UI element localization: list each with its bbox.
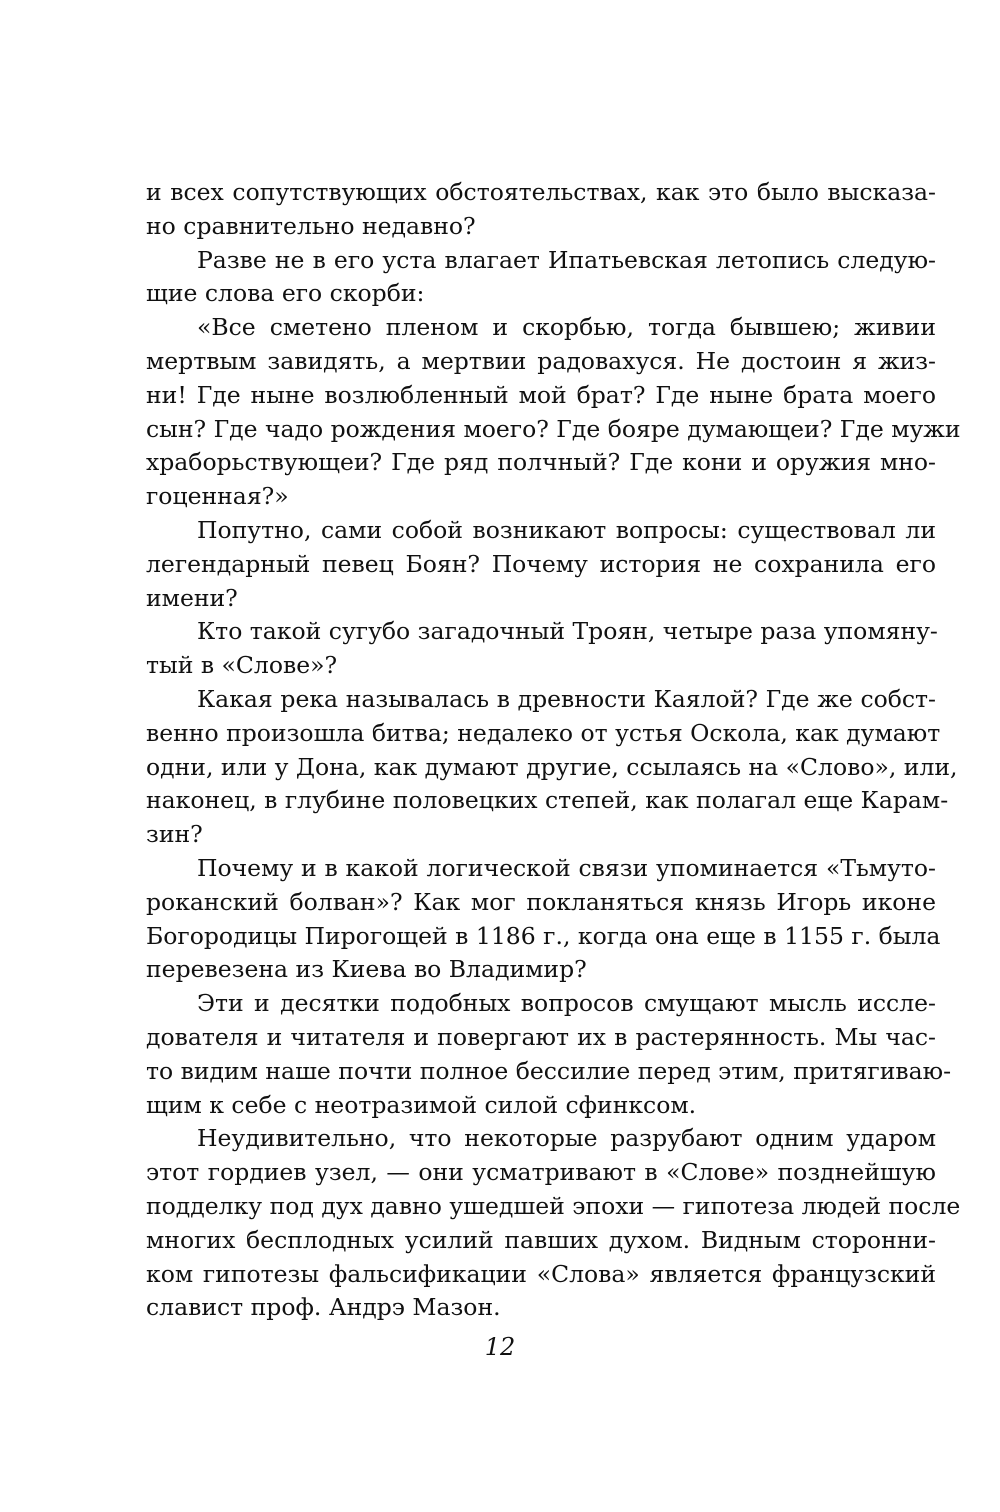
text-line: зин? [146,820,203,849]
text-line: имени? [146,583,238,612]
text-line: щие слова его скорби: [146,279,425,308]
text-line: ком гипотезы фальсификации «Слова» является французский [146,1259,936,1288]
text-line: дователя и читателя и повергают их в растерянность. Мы час- [146,1022,936,1051]
text-line: славист проф. Андрэ Мазон. [146,1293,501,1322]
text-line: гоценная?» [146,482,289,511]
text-line: сын? Где чадо рождения моего? Где бояре думающеи? Где мужи [146,414,961,443]
paragraph [146,683,958,852]
text-line: Эти и десятки подобных вопросов смущают мысль иссле- [197,989,936,1018]
text-line: Почему и в какой логической связи упоминается «Тьмуто- [197,853,936,882]
text-line: храборьствующеи? Где ряд полчный? Где кони и оружия мно- [146,448,936,477]
text-line: Попутно, сами собой возникают вопросы: существовал ли [197,515,936,544]
paragraph [146,514,936,615]
text-line: Кто такой сугубо загадочный Троян, четыре раза упомяну- [197,617,938,646]
page-number: 12 [484,1333,516,1361]
text-line: и всех сопутствующих обстоятельствах, как это было высказа- [146,178,936,206]
text-line: щим к себе с неотразимой силой сфинксом. [146,1090,697,1119]
text-line: венно произошла битва; недалеко от устья Оскола, как думают [146,718,941,747]
text-line: но сравнительно недавно? [146,211,476,240]
text-line: мертвым завидять, а мертвии радовахуся. Не достоин я жиз- [146,346,936,375]
text-line: Какая река называлась в древности Каялой? Где же собст- [197,684,936,713]
text-line: тый в «Слове»? [146,651,338,680]
text-line: перевезена из Киева во Владимир? [146,955,587,984]
text-line: Разве не в его уста влагает Ипатьевская летопись следую- [197,245,936,274]
text-line: Неудивительно, что некоторые разрубают одним ударом [197,1124,936,1153]
text-line: ни! Где ныне возлюбленный мой брат? Где ныне брата моего [146,380,936,409]
text-line: подделку под дух давно ушедшей эпохи — гипотеза людей после [146,1191,961,1220]
text-line: «Все сметено пленом и скорбью, тогда бывшею; живии [197,313,936,342]
paragraph [146,311,961,514]
text-line: многих бесплодных усилий павших духом. Видным сторонни- [146,1225,936,1254]
paragraph [146,1122,961,1325]
paragraph [146,176,936,244]
text-line: то видим наше почти полное бессилие перед этим, притягиваю- [146,1056,952,1085]
paragraph [146,244,936,312]
text-line: наконец, в глубине половецких степей, как полагал еще Карам- [146,786,949,815]
text-line: этот гордиев узел, — они усматривают в «Слове» позднейшую [146,1158,936,1187]
text-line: одни, или у Дона, как думают другие, ссылаясь на «Слово», или, [146,752,958,781]
paragraph [146,987,952,1122]
text-line: роканский болван»? Как мог покланяться князь Игорь иконе [146,887,936,916]
text-line: легендарный певец Боян? Почему история не сохранила его [146,549,936,578]
body-text [146,176,961,1325]
text-line: Богородицы Пирогощей в 1186 г., когда она еще в 1155 г. была [146,921,941,950]
paragraph [146,615,936,683]
paragraph [146,852,941,987]
